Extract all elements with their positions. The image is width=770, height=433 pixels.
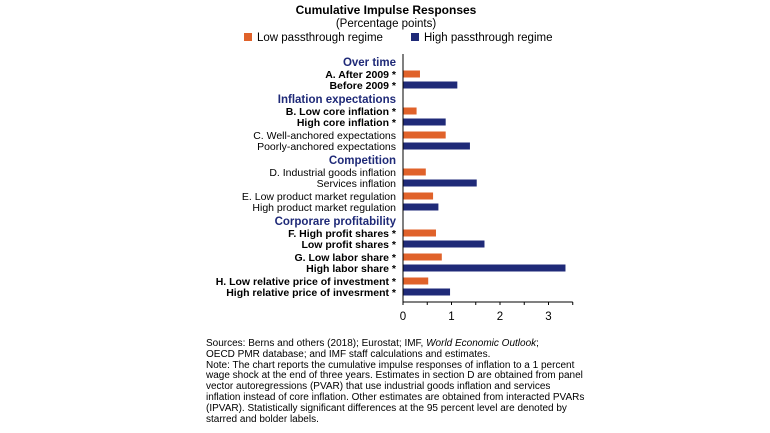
bar (403, 108, 417, 115)
row-label: High labor share * (306, 263, 396, 275)
sources-line-2: OECD PMR database; and IMF staff calculations and estimates. (206, 348, 491, 360)
row-label: High core inflation * (296, 117, 396, 129)
row-label: Low profit shares * (301, 239, 396, 251)
bar (403, 180, 477, 187)
x-tick-label: 0 (399, 311, 407, 323)
bar (403, 254, 442, 261)
row-label: D. Industrial goods inflation (269, 167, 396, 179)
bar (403, 169, 426, 176)
bar (403, 193, 433, 200)
legend-label-low: Low passthrough regime (257, 32, 383, 44)
bar (403, 119, 446, 126)
chart-title: Cumulative Impulse Responses (295, 3, 477, 17)
x-tick-label: 3 (545, 311, 552, 323)
bar (403, 230, 436, 237)
bar (403, 278, 428, 285)
row-label: Before 2009 * (329, 80, 396, 92)
row-label: E. Low product market regulation (241, 191, 396, 203)
row-label: C. Well-anchored expectations (253, 130, 396, 142)
bar (403, 265, 565, 272)
x-tick-label: 1 (448, 311, 455, 323)
legend (244, 32, 553, 44)
row-label: B. Low core inflation * (285, 106, 396, 118)
row-label: High product market regulation (252, 202, 396, 214)
row-label: H. Low relative price of investment * (215, 276, 396, 288)
bar (403, 71, 420, 78)
legend-label-high: High passthrough regime (424, 32, 553, 44)
bar (403, 132, 446, 139)
row-label: Poorly-anchored expectations (257, 141, 396, 153)
section-title: Inflation expectations (277, 94, 396, 106)
x-tick-label: 2 (496, 311, 504, 323)
bar (403, 143, 470, 150)
row-label: F. High profit shares * (288, 228, 396, 240)
section-title: Over time (342, 57, 396, 69)
chart-notes (206, 339, 586, 425)
plot-area (216, 54, 573, 323)
bar (403, 241, 484, 248)
bar (403, 204, 438, 211)
legend-swatch-low (244, 33, 252, 41)
bar (403, 82, 457, 89)
chart-subtitle: (Percentage points) (335, 18, 437, 30)
row-label: G. Low labor share * (294, 252, 396, 264)
bar (403, 289, 450, 296)
legend-swatch-high (411, 33, 419, 41)
row-label: A. After 2009 * (325, 69, 396, 81)
section-title: Competition (328, 155, 396, 167)
section-title: Corporare profitability (274, 216, 396, 228)
note-text: Note: The chart reports the cumulative impulse responses of inflation to a 1 percent wage shock at the end of three years. Estimates in section D are obtained from panel vector autoregressions (PVAR) that use industrial goods inflation and services inflation instead of core inflation. Other estimates are obtained from interacted PVARs (IPVAR). Statistically significant differences at the 95 percent level are denoted by starred and bolder labels. (206, 359, 585, 425)
row-label: High relative price of invesrment * (226, 287, 396, 299)
sources-prefix: Sources: Berns and others (2018); Eurostat; IMF, (206, 338, 427, 349)
sources-suffix: ; (536, 338, 539, 349)
sources-italic: World Economic Outlook (426, 338, 537, 349)
row-label: Services inflation (316, 178, 396, 190)
